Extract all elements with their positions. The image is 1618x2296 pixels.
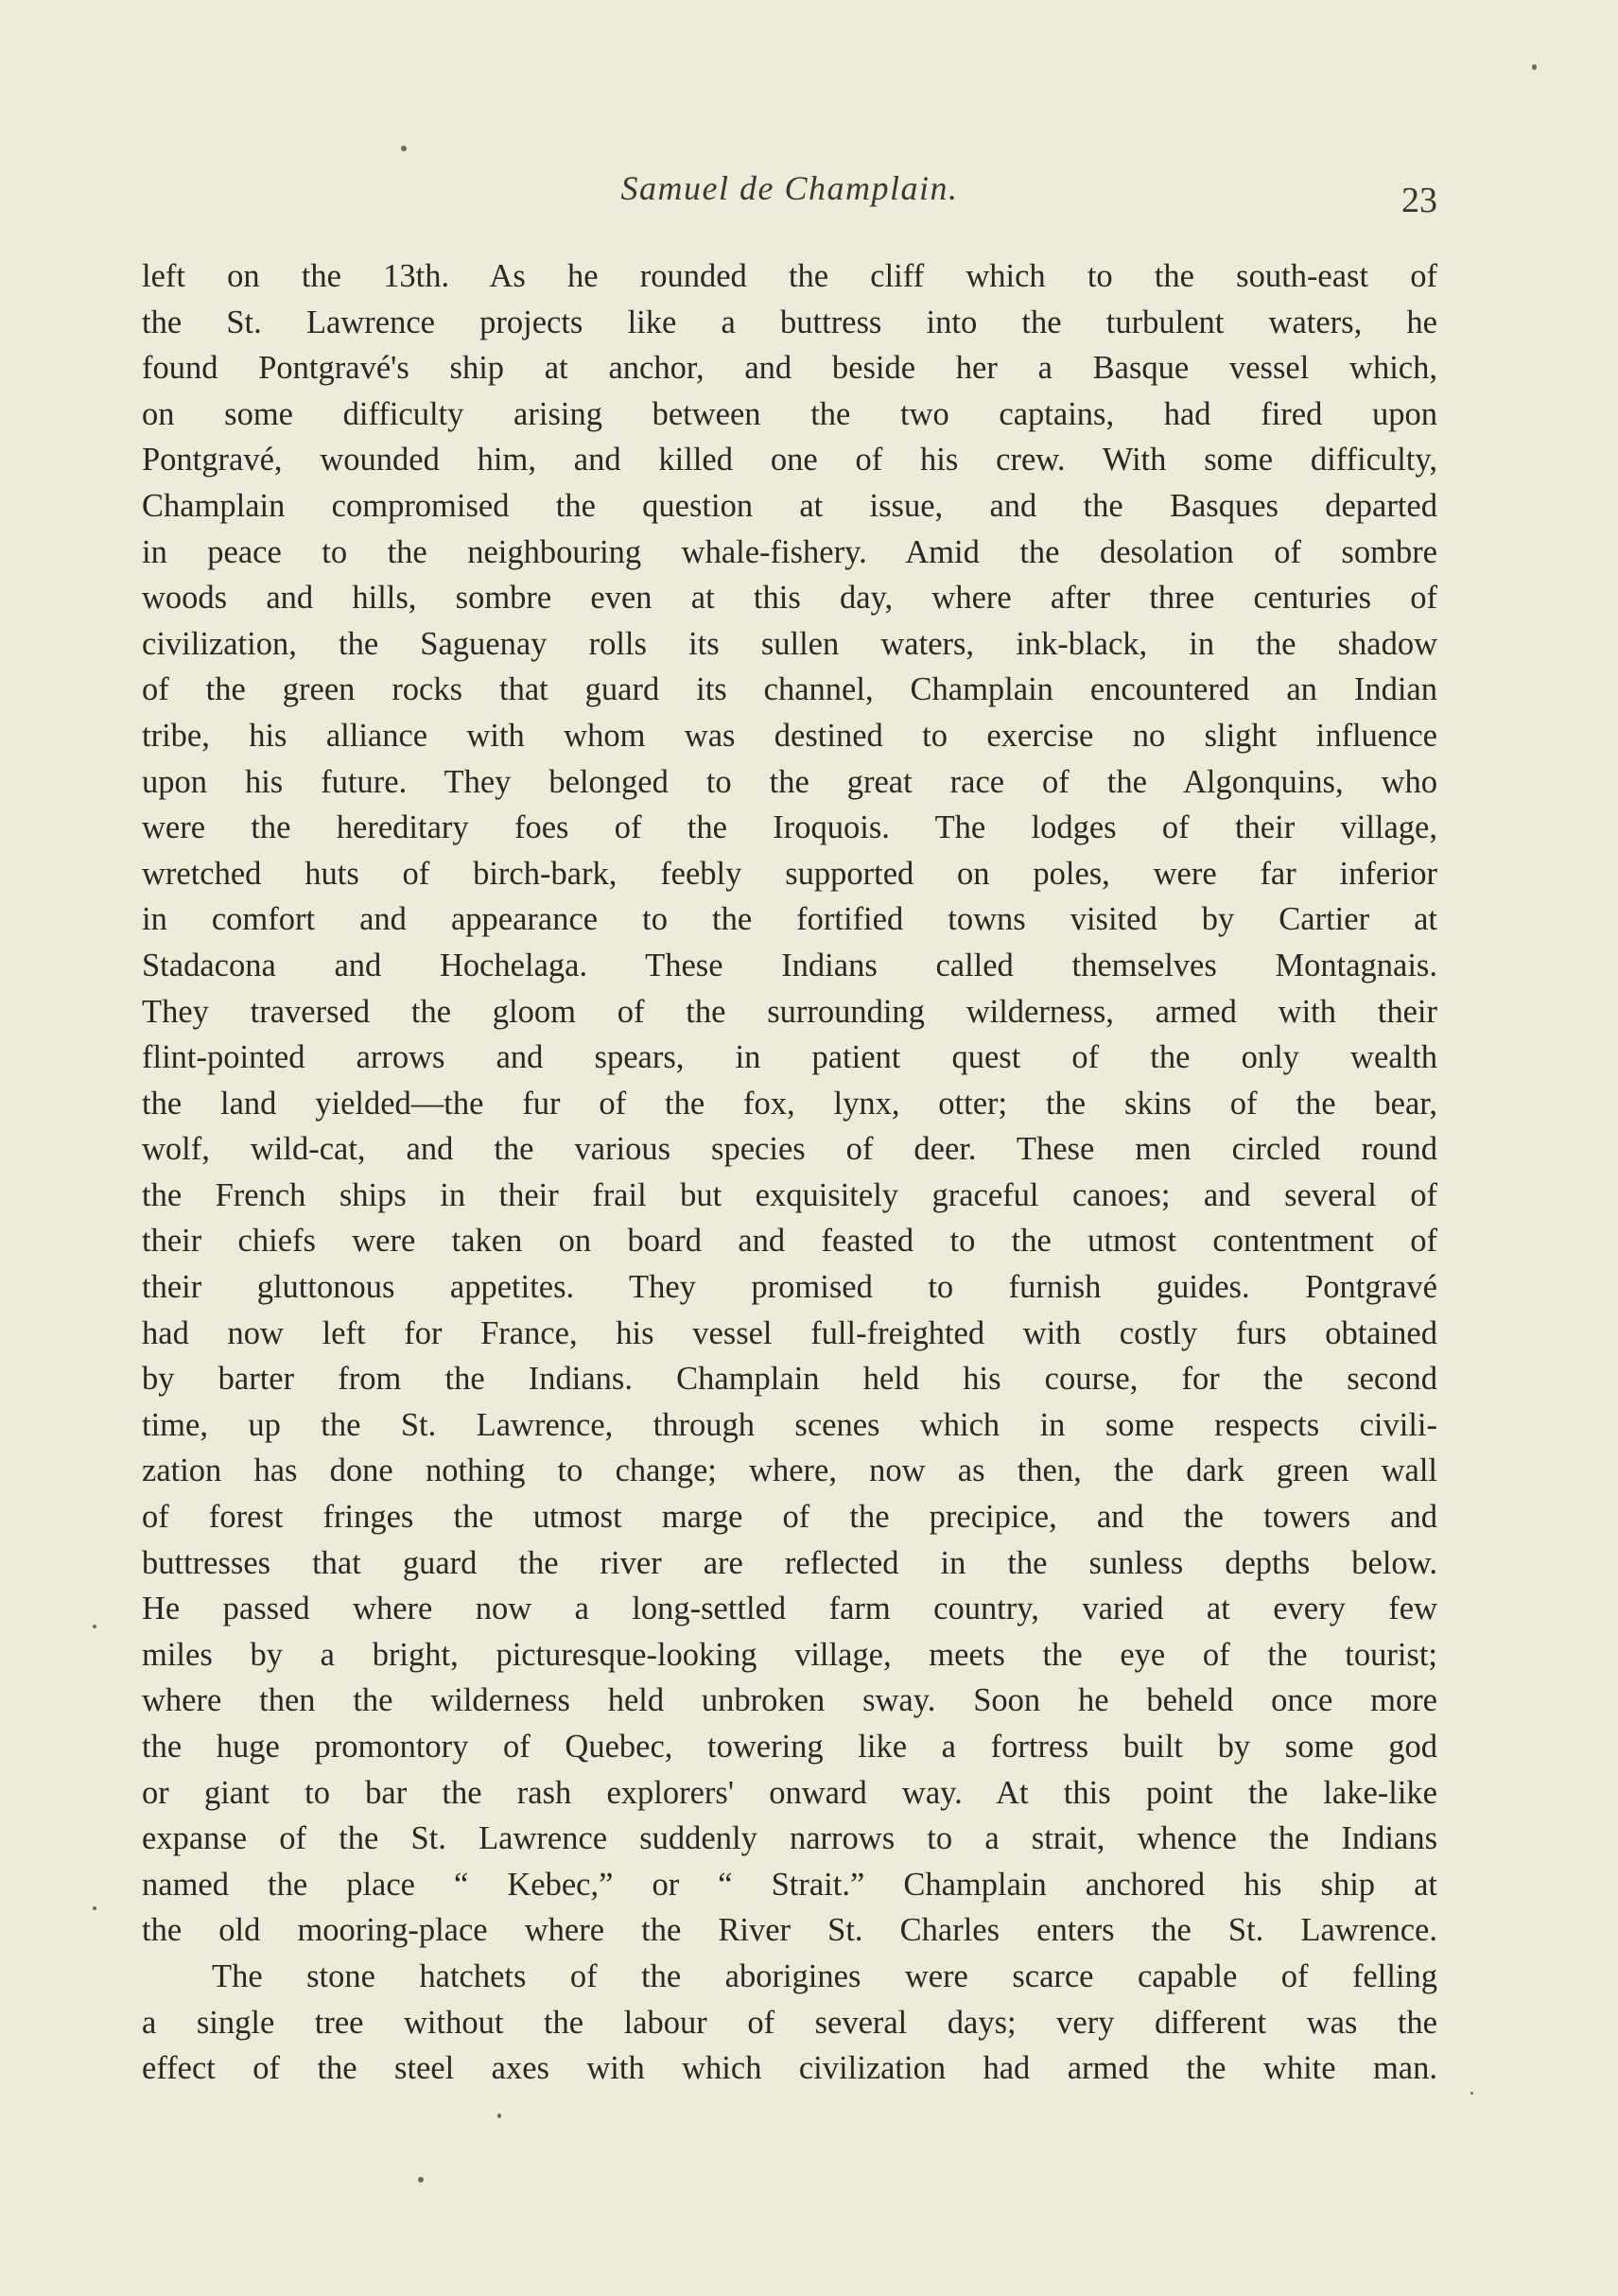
print-speck [418, 2177, 424, 2183]
text-line: flint-pointed arrows and spears, in patient quest of the only wealth [142, 1039, 1437, 1076]
text-line: of forest fringes the utmost marge of the precipice, and the towers and [142, 1499, 1437, 1536]
text-line: wretched huts of birch-bark, feebly supported on poles, were far inferior [142, 855, 1437, 892]
text-line: Pontgravé, wounded him, and killed one of his crew. With some difficulty, [142, 442, 1437, 478]
print-speck [1532, 64, 1537, 70]
page-header [142, 168, 1437, 225]
print-speck [1470, 2092, 1473, 2095]
running-title: Samuel de Champlain. [620, 169, 959, 207]
text-line: a single tree without the labour of several days; very different was the [142, 2004, 1437, 2041]
print-speck [401, 146, 407, 151]
text-line: wolf, wild-cat, and the various species of deer. These men circled round [142, 1131, 1437, 1168]
text-line: or giant to bar the rash explorers' onward way. At this point the lake-like [142, 1774, 1437, 1811]
text-line: miles by a bright, picturesque-looking village, meets the eye of the tourist; [142, 1636, 1437, 1673]
text-line: the St. Lawrence projects like a buttress into the turbulent waters, he [142, 304, 1437, 340]
print-speck [93, 1625, 96, 1628]
text-line: named the place “ Kebec,” or “ Strait.” Champlain anchored his ship at [142, 1866, 1437, 1903]
text-line: the land yielded—the fur of the fox, lynx, otter; the skins of the bear, [142, 1085, 1437, 1122]
paragraph-start-line: The stone hatchets of the aborigines were scarce capable of felling [212, 1957, 1437, 1994]
text-line: their gluttonous appetites. They promised to furnish guides. Pontgravé [142, 1269, 1437, 1306]
text-line: Champlain compromised the question at issue, and the Basques departed [142, 487, 1437, 524]
print-speck [93, 1906, 96, 1910]
body-text [142, 253, 1437, 2092]
text-line: buttresses that guard the river are reflected in the sunless depths below. [142, 1544, 1437, 1581]
text-line: found Pontgravé's ship at anchor, and beside her a Basque vessel which, [142, 350, 1437, 387]
print-speck [497, 2113, 501, 2118]
text-line: woods and hills, sombre even at this day, where after three centuries of [142, 580, 1437, 617]
text-line: where then the wilderness held unbroken sway. Soon he beheld once more [142, 1682, 1437, 1719]
text-line: They traversed the gloom of the surrounding wilderness, armed with their [142, 993, 1437, 1030]
text-line: in peace to the neighbouring whale-fishery. Amid the desolation of sombre [142, 533, 1437, 570]
text-line: civilization, the Saguenay rolls its sullen waters, ink-black, in the shadow [142, 625, 1437, 662]
text-line: tribe, his alliance with whom was destined to exercise no slight influence [142, 717, 1437, 754]
text-line: by barter from the Indians. Champlain held his course, for the second [142, 1361, 1437, 1398]
text-line: expanse of the St. Lawrence suddenly narrows to a strait, whence the Indians [142, 1820, 1437, 1857]
page-number: 23 [1401, 181, 1437, 220]
text-line: left on the 13th. As he rounded the cliff which to the south-east of [142, 258, 1437, 294]
text-line: were the hereditary foes of the Iroquois. The lodges of their village, [142, 809, 1437, 846]
text-line: Stadacona and Hochelaga. These Indians called themselves Montagnais. [142, 947, 1437, 983]
text-line: zation has done nothing to change; where, now as then, the dark green wall [142, 1452, 1437, 1489]
text-line: upon his future. They belonged to the great race of the Algonquins, who [142, 763, 1437, 800]
text-line: of the green rocks that guard its channel, Champlain encountered an Indian [142, 671, 1437, 708]
text-line: He passed where now a long-settled farm country, varied at every few [142, 1591, 1437, 1627]
text-line: in comfort and appearance to the fortified towns visited by Cartier at [142, 901, 1437, 938]
text-line: the huge promontory of Quebec, towering like a fortress built by some god [142, 1729, 1437, 1765]
text-line: the French ships in their frail but exquisitely graceful canoes; and several of [142, 1176, 1437, 1213]
text-line: time, up the St. Lawrence, through scenes which in some respects civili- [142, 1406, 1437, 1443]
text-line: the old mooring-place where the River St. Charles enters the St. Lawrence. [142, 1912, 1437, 1949]
text-line: on some difficulty arising between the two captains, had fired upon [142, 395, 1437, 432]
text-line: effect of the steel axes with which civilization had armed the white man. [142, 2050, 1437, 2087]
text-line: their chiefs were taken on board and feasted to the utmost contentment of [142, 1223, 1437, 1260]
text-line: had now left for France, his vessel full-freighted with costly furs obtained [142, 1314, 1437, 1351]
